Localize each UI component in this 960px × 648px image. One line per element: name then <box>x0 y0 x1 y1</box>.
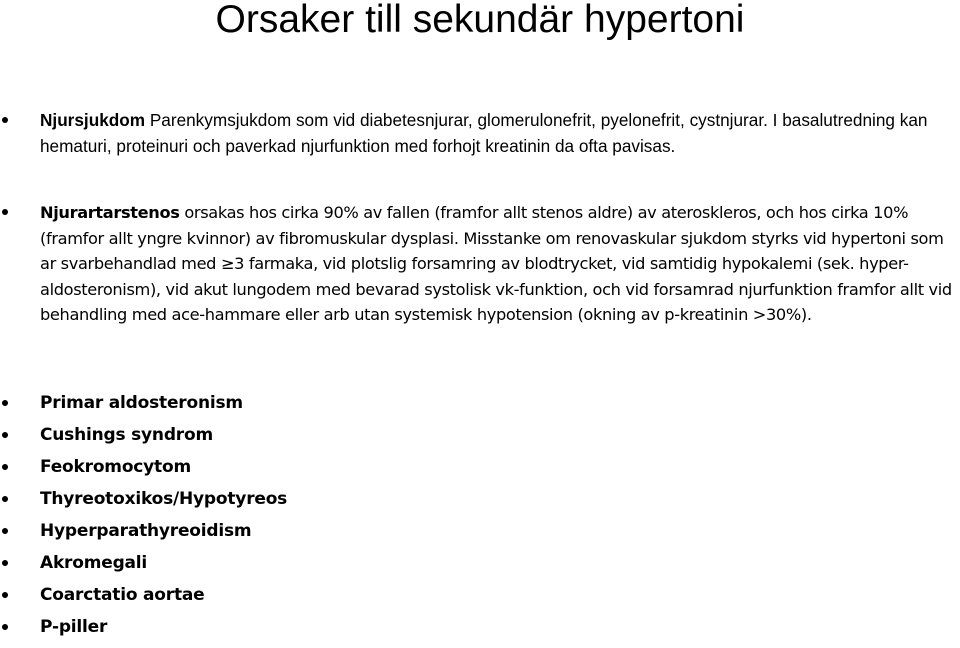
bullet-item-coarctatio-aortae <box>0 584 960 606</box>
bullet-dot-icon <box>2 528 8 534</box>
bullet-dot-icon <box>2 464 8 470</box>
bullet-dot-icon <box>2 496 8 502</box>
bullet-dot-icon <box>2 400 8 406</box>
bullet-item-njursjukdom <box>0 108 960 186</box>
bullet-dot-icon <box>2 209 8 215</box>
bullet-lead: Hyperparathyreoidism <box>40 521 252 541</box>
bullet-item-njurartarstenos <box>0 200 960 380</box>
bullet-dot-icon <box>2 560 8 566</box>
slide-title: Orsaker till sekundär hypertoni <box>215 0 745 41</box>
bullet-text: orsakas hos cirka 90% av fallen (framfor allt stenos aldre) av ateroskleros, och hos cirka 10% (framfor allt yngre kvinnor) av fibromuskular dysplasi. Misstanke om renovaskular sjukdom styrks vid hypertoni som ar svarbehandlad med ≥3 farmaka, vid plotslig forsamring av blodtrycket, vid samtidig hypokalemi (sek. hyper-aldosteronism), vid akut lungodem med bevarad systolisk vk-funktion, och vid forsamrad njurfunktion framfor allt vid behandling med ace-hammare eller arb utan systemisk hypotension (okning av p-kreatinin >30%). <box>40 203 952 324</box>
bullet-item-cushings-syndrom <box>0 424 960 446</box>
bullet-item-p-piller <box>0 616 960 638</box>
bullet-dot-icon <box>2 117 8 123</box>
bullet-lead: P-piller <box>40 617 108 637</box>
bullet-lead: Cushings syndrom <box>40 425 213 445</box>
bullet-lead: Njursjukdom <box>40 110 146 130</box>
bullet-dot-icon <box>2 592 8 598</box>
bullet-lead: Feokromocytom <box>40 457 191 477</box>
bullet-text: Parenkymsjukdom som vid diabetesnjurar, glomerulonefrit, pyelonefrit, cystnjurar. I basalutredning kan hematuri, proteinuri och paverkad njurfunktion med forhojt kreatinin da ofta pavisas. <box>40 110 928 156</box>
bullet-lead: Coarctatio aortae <box>40 585 205 605</box>
bullet-item-hyperparathyreoidism <box>0 520 960 542</box>
bullet-lead: Akromegali <box>40 553 148 573</box>
bullet-dot-icon <box>2 432 8 438</box>
bullet-dot-icon <box>2 624 8 630</box>
bullet-item-feokromocytom <box>0 456 960 478</box>
bullet-item-akromegali <box>0 552 960 574</box>
bullet-lead: Njurartarstenos <box>40 203 180 222</box>
bullet-lead: Thyreotoxikos/Hypotyreos <box>40 489 288 509</box>
bullet-lead: Primar aldosteronism <box>40 393 243 413</box>
bullet-list <box>0 108 960 648</box>
bullet-item-primar-aldosteronism <box>0 392 960 414</box>
bullet-item-thyreotoxikos-hypotyreos <box>0 488 960 510</box>
